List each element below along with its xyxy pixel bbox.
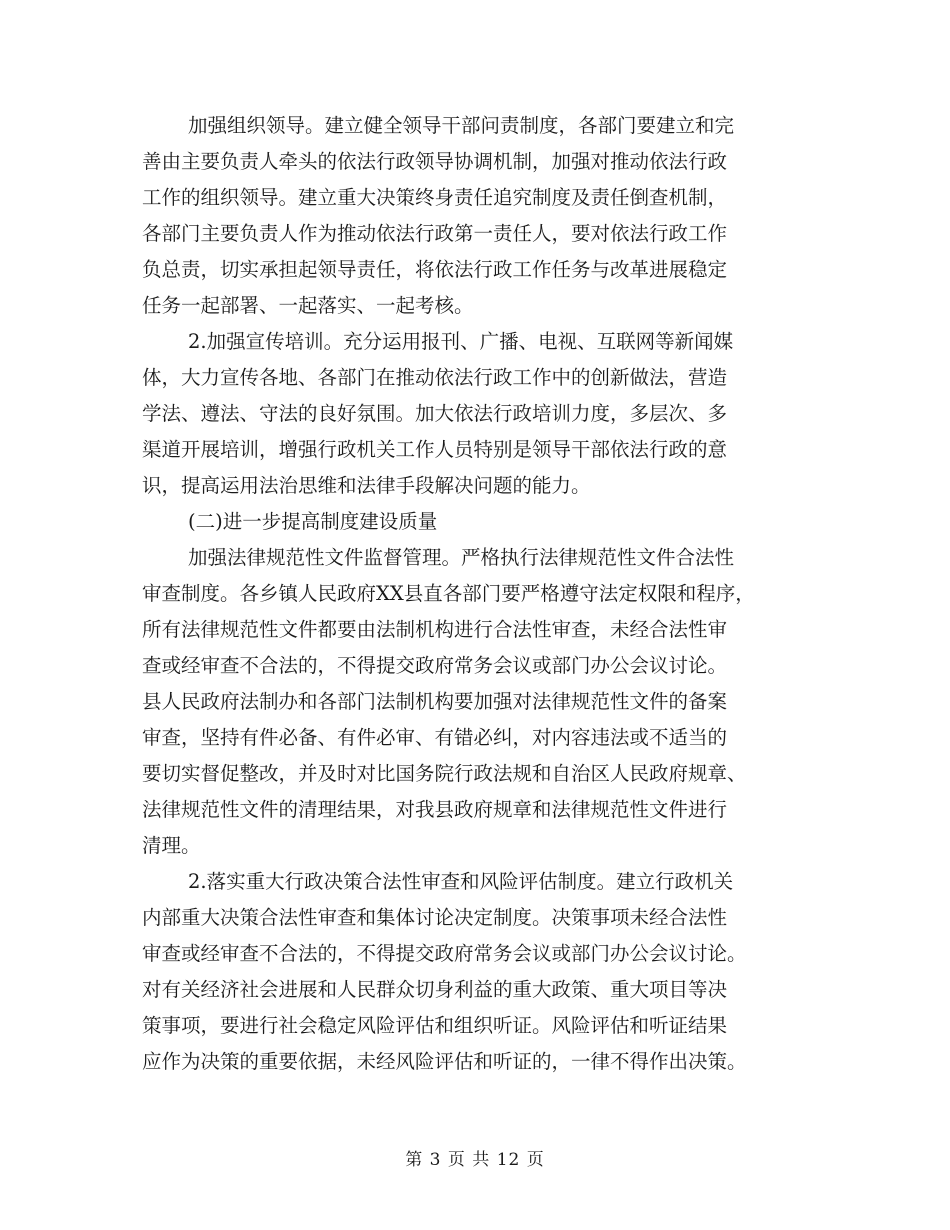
text-line: 查或经审查不合法的，不得提交政府常务会议或部门办公会议讨论。 <box>142 654 728 677</box>
text-line: 县人民政府法制办和各部门法制机构要加强对法律规范性文件的备案 <box>142 690 728 713</box>
text-line: 2.落实重大行政决策合法性审查和风险评估制度。建立行政机关 <box>188 870 734 893</box>
text-line: 审查制度。各乡镇人民政府XX县直各部门要严格遵守法定权限和程序， <box>142 582 755 605</box>
text-line: 工作的组织领导。建立重大决策终身责任追究制度及责任倒查机制， <box>142 186 728 209</box>
text-line: 清理。 <box>142 834 201 857</box>
text-line: 渠道开展培训，增强行政机关工作人员特别是领导干部依法行政的意 <box>142 438 728 461</box>
text-line: 善由主要负责人牵头的依法行政领导协调机制，加强对推动依法行政 <box>142 150 728 173</box>
text-line: 体，大力宣传各地、各部门在推动依法行政工作中的创新做法，营造 <box>142 366 728 389</box>
text-line: 加强组织领导。建立健全领导干部问责制度，各部门要建立和完 <box>188 114 735 137</box>
text-line: 任务一起部署、一起落实、一起考核。 <box>142 294 474 317</box>
page-footer <box>0 1148 950 1172</box>
text-line: 所有法律规范性文件都要由法制机构进行合法性审查，未经合法性审 <box>142 618 728 641</box>
text-line: 负总责，切实承担起领导责任，将依法行政工作任务与改革进展稳定 <box>142 258 728 281</box>
text-line: 对有关经济社会进展和人民群众切身利益的重大政策、重大项目等决 <box>142 978 728 1001</box>
text-line: 各部门主要负责人作为推动依法行政第一责任人，要对依法行政工作 <box>142 222 728 245</box>
text-line: 策事项，要进行社会稳定风险评估和组织听证。风险评估和听证结果 <box>142 1014 728 1037</box>
text-line: 法律规范性文件的清理结果，对我县政府规章和法律规范性文件进行 <box>142 798 728 821</box>
text-line: 审查，坚持有件必备、有件必审、有错必纠，对内容违法或不适当的 <box>142 726 728 749</box>
document-body <box>142 108 807 1080</box>
text-line: 2.加强宣传培训。充分运用报刊、广播、电视、互联网等新闻媒 <box>188 330 734 353</box>
text-line: 要切实督促整改，并及时对比国务院行政法规和自治区人民政府规章、 <box>142 762 747 785</box>
text-line: 学法、遵法、守法的良好氛围。加大依法行政培训力度，多层次、多 <box>142 402 728 425</box>
text-line: 审查或经审查不合法的，不得提交政府常务会议或部门办公会议讨论。 <box>142 942 747 965</box>
text-line: 识，提高运用法治思维和法律手段解决问题的能力。 <box>142 474 591 497</box>
section-heading: (二)进一步提高制度建设质量 <box>188 510 438 533</box>
page-number: 第 3 页 共 12 页 <box>405 1150 545 1170</box>
text-line: 内部重大决策合法性审查和集体讨论决定制度。决策事项未经合法性 <box>142 906 728 929</box>
text-line: 应作为决策的重要依据，未经风险评估和听证的，一律不得作出决策。 <box>142 1050 747 1073</box>
text-line: 加强法律规范性文件监督管理。严格执行法律规范性文件合法性 <box>188 546 735 569</box>
